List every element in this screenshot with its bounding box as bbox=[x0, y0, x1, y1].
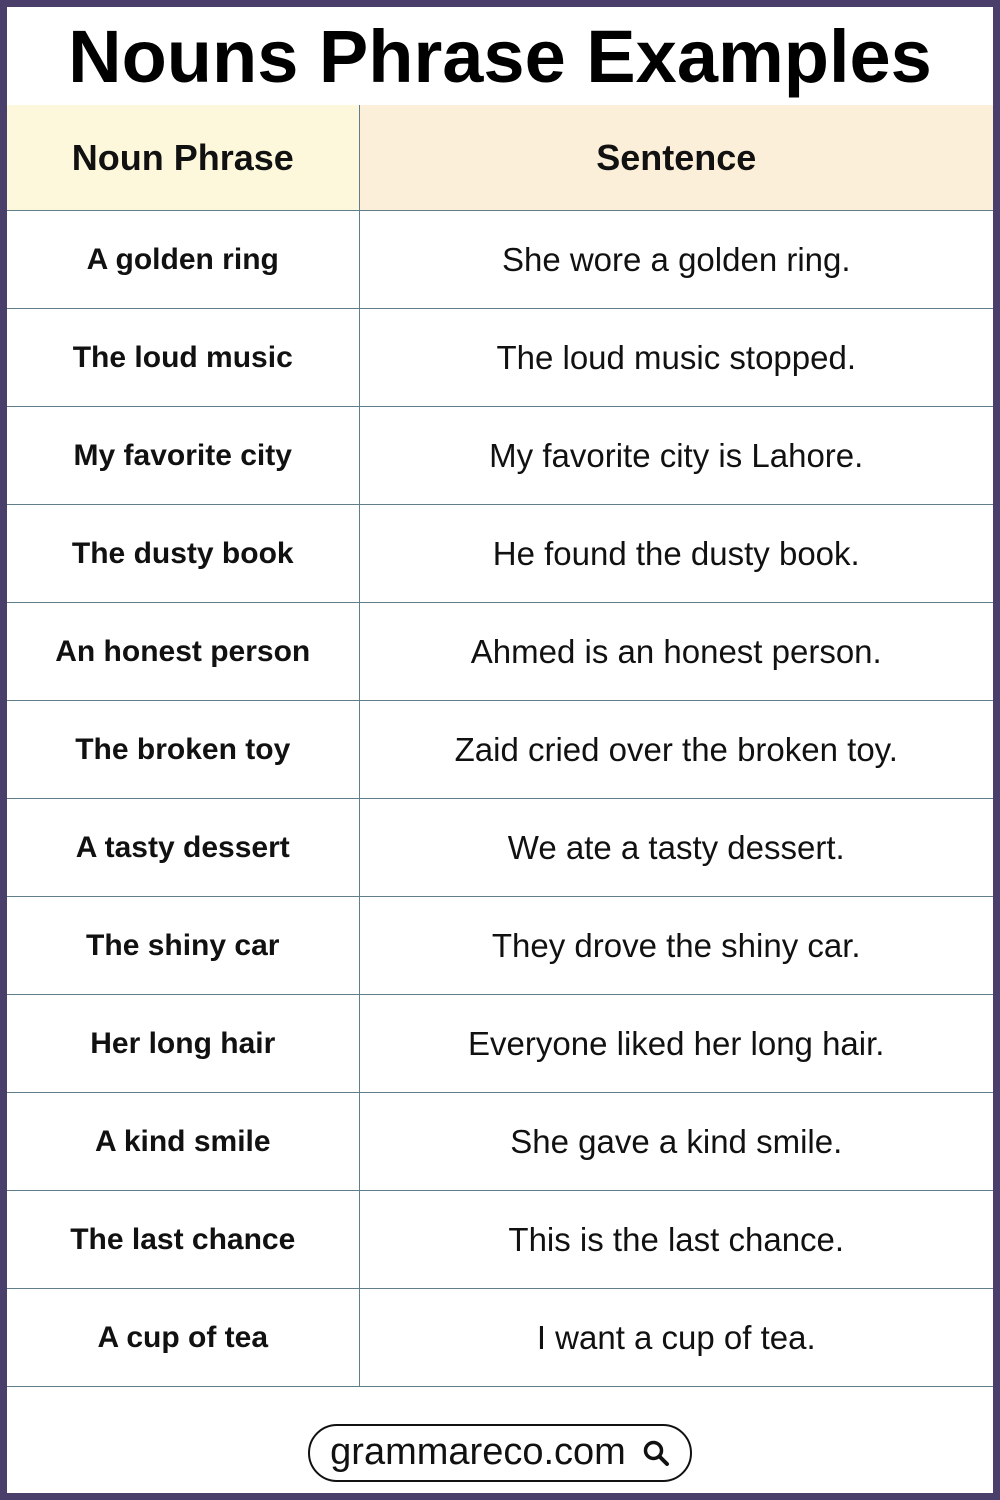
sentence-cell: My favorite city is Lahore. bbox=[359, 407, 993, 505]
noun-phrase-cell: A tasty dessert bbox=[7, 799, 359, 897]
table-row bbox=[7, 407, 993, 505]
sentence-cell: I want a cup of tea. bbox=[359, 1289, 993, 1387]
table-row bbox=[7, 1093, 993, 1191]
sentence-cell: Zaid cried over the broken toy. bbox=[359, 701, 993, 799]
table-row bbox=[7, 309, 993, 407]
table-row bbox=[7, 995, 993, 1093]
noun-phrase-cell: The dusty book bbox=[7, 505, 359, 603]
table-header-row bbox=[7, 105, 993, 211]
table-row bbox=[7, 897, 993, 995]
sentence-cell: This is the last chance. bbox=[359, 1191, 993, 1289]
table-row bbox=[7, 799, 993, 897]
table-row bbox=[7, 505, 993, 603]
sentence-cell: She gave a kind smile. bbox=[359, 1093, 993, 1191]
noun-phrase-cell: A cup of tea bbox=[7, 1289, 359, 1387]
page-title: Nouns Phrase Examples bbox=[68, 14, 932, 98]
site-url: grammareco.com bbox=[330, 1431, 626, 1473]
noun-phrase-table bbox=[7, 105, 993, 1387]
noun-phrase-cell: Her long hair bbox=[7, 995, 359, 1093]
sentence-cell: Everyone liked her long hair. bbox=[359, 995, 993, 1093]
sentence-cell: They drove the shiny car. bbox=[359, 897, 993, 995]
noun-phrase-cell: My favorite city bbox=[7, 407, 359, 505]
noun-phrase-cell: A kind smile bbox=[7, 1093, 359, 1191]
noun-phrase-cell: The loud music bbox=[7, 309, 359, 407]
sentence-cell: The loud music stopped. bbox=[359, 309, 993, 407]
sentence-cell: He found the dusty book. bbox=[359, 505, 993, 603]
table-row bbox=[7, 701, 993, 799]
noun-phrase-cell: A golden ring bbox=[7, 211, 359, 309]
table-row bbox=[7, 211, 993, 309]
table-row bbox=[7, 603, 993, 701]
noun-phrase-cell: The broken toy bbox=[7, 701, 359, 799]
site-search-pill[interactable] bbox=[308, 1424, 692, 1482]
table-row bbox=[7, 1289, 993, 1387]
table-row bbox=[7, 1191, 993, 1289]
noun-phrase-cell: The last chance bbox=[7, 1191, 359, 1289]
footer bbox=[7, 1405, 993, 1500]
sentence-cell: She wore a golden ring. bbox=[359, 211, 993, 309]
sentence-cell: We ate a tasty dessert. bbox=[359, 799, 993, 897]
column-header-sentence: Sentence bbox=[359, 105, 993, 211]
noun-phrase-cell: An honest person bbox=[7, 603, 359, 701]
sentence-cell: Ahmed is an honest person. bbox=[359, 603, 993, 701]
noun-phrase-cell: The shiny car bbox=[7, 897, 359, 995]
search-icon bbox=[642, 1439, 670, 1467]
column-header-noun-phrase: Noun Phrase bbox=[7, 105, 359, 211]
